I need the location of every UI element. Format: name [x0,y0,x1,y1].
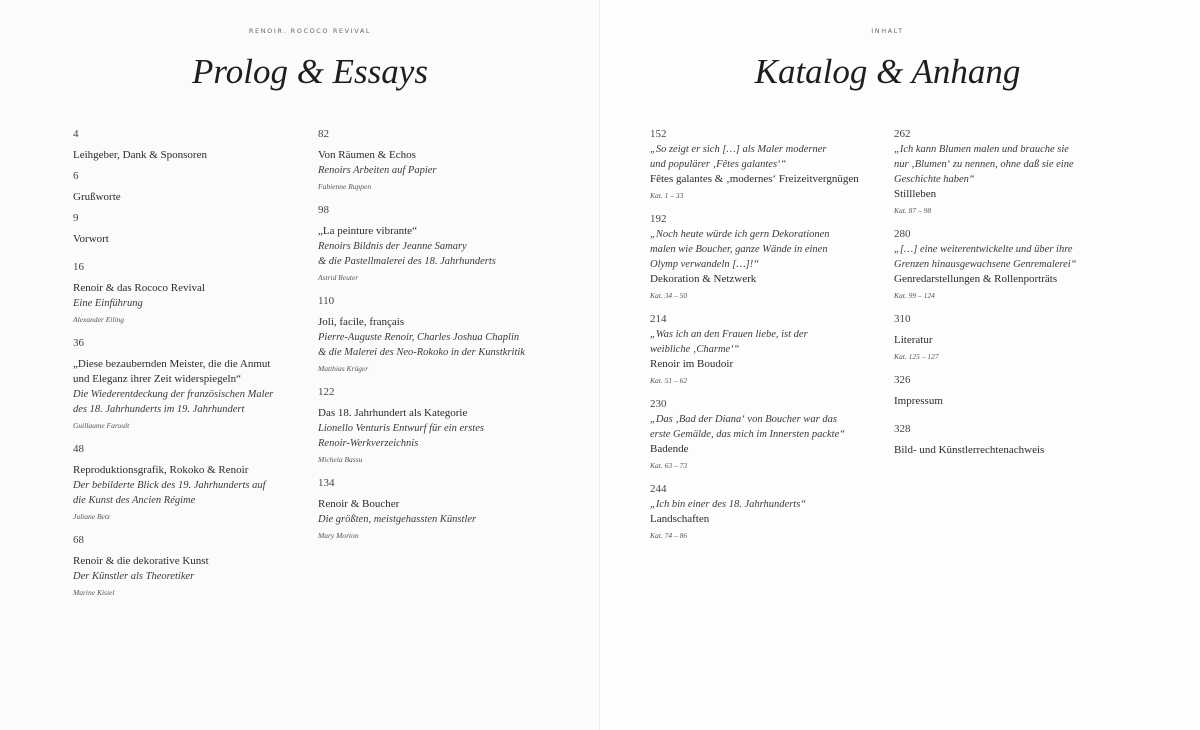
entry-title: Literatur [894,334,933,346]
entry-quote: und populärer ‚Fêtes galantes‘“ [650,159,787,170]
toc-entry [73,127,313,163]
toc-entry [318,127,558,193]
page-number: 326 [894,374,911,386]
entry-quote: weibliche ‚Charme‘“ [650,344,740,355]
entry-title: Renoir im Boudoir [650,358,734,370]
page-number: 82 [318,128,329,140]
toc-entry [318,203,558,284]
entry-title: Bild- und Künstlerrechtenachweis [894,444,1045,456]
entry-title: Impressum [894,395,943,407]
entry-title: Renoir & die dekorative Kunst [73,555,209,567]
entry-quote: „Das ‚Bad der Diana‘ von Boucher war das [650,414,837,425]
entry-subtitle: Pierre-Auguste Renoir, Charles Joshua Chaplin [318,332,520,343]
entry-subtitle: Die Wiederentdeckung der französischen Maler [73,389,274,400]
left-page [0,0,599,730]
toc-entry [73,442,313,523]
entry-subtitle: & die Pastellmalerei des 18. Jahrhunderts [318,256,496,267]
page-number: 9 [73,212,79,224]
entry-quote: „Ich bin einer des 18. Jahrhunderts“ [650,499,807,510]
entry-author: Fabienne Ruppen [318,182,372,191]
page-number: 122 [318,386,335,398]
toc-entry [318,385,558,466]
catalog-range: Kat. 125 – 127 [894,352,939,361]
toc-column [894,127,1144,458]
toc-entry [650,397,885,472]
entry-subtitle: die Kunst des Ancien Régime [73,495,196,506]
toc-entry [894,312,1144,363]
page-number: 48 [73,443,84,455]
page-number: 152 [650,128,667,140]
toc-column [650,127,885,542]
toc-entry [318,294,558,375]
toc-entry [73,260,313,326]
toc-entry [894,127,1144,217]
catalog-range: Kat. 87 – 98 [894,206,932,215]
entry-quote: Olymp verwandeln […]!“ [650,259,760,270]
entry-title: Genredarstellungen & Rollenporträts [894,273,1058,285]
entry-author: Marine Kisiel [73,588,115,597]
right-page [600,0,1200,730]
toc-column [318,127,558,542]
page-number: 280 [894,228,911,240]
catalog-range: Kat. 51 – 62 [650,376,688,385]
toc-entry [318,476,558,542]
running-head: RENOIR. ROCOCO REVIVAL [248,27,372,35]
page-number: 192 [650,213,667,225]
toc-entry [73,211,313,247]
page-number: 4 [73,128,79,140]
catalog-range: Kat. 34 – 50 [650,291,688,300]
page-number: 310 [894,313,911,325]
page-number: 36 [73,337,84,349]
page-number: 16 [73,261,84,273]
toc-entry [650,482,885,542]
page-number: 214 [650,313,667,325]
entry-title: Fêtes galantes & ‚modernes‘ Freizeitvergnügen [650,173,859,185]
entry-title: Vorwort [73,233,109,245]
page-number: 110 [318,295,335,307]
entry-quote: Geschichte haben“ [894,174,975,185]
page-number: 68 [73,534,84,546]
entry-title: „La peinture vibrante“ [318,225,417,237]
page-title: Prolog & Essays [192,52,428,91]
entry-quote: „Ich kann Blumen malen und brauche sie [894,144,1069,155]
toc-entry [650,212,885,302]
catalog-range: Kat. 1 – 33 [650,191,684,200]
page-title: Katalog & Anhang [754,52,1021,91]
entry-quote: „Was ich an den Frauen liebe, ist der [650,329,808,340]
entry-author: Alexander Eiling [73,315,125,324]
entry-subtitle: & die Malerei des Neo-Rokoko in der Kunstkritik [318,347,525,358]
catalog-range: Kat. 63 – 73 [650,461,688,470]
entry-title: Landschaften [650,513,710,525]
entry-title: Dekoration & Netzwerk [650,273,757,285]
entry-author: Michela Bassu [318,455,363,464]
toc-entry [894,373,1144,409]
entry-quote: „[…] eine weiterentwickelte und über ihre [894,244,1073,255]
entry-title: Renoir & Boucher [318,498,400,510]
catalog-range: Kat. 99 – 124 [894,291,935,300]
toc-entry [650,312,885,387]
entry-subtitle: Der Künstler als Theoretiker [73,571,195,582]
entry-title: Stillleben [894,188,937,200]
page-number: 328 [894,423,911,435]
entry-title: Renoir & das Rococo Revival [73,282,205,294]
entry-quote: Grenzen hinausgewachsene Genremalerei“ [894,259,1077,270]
entry-quote: „Noch heute würde ich gern Dekorationen [650,229,830,240]
running-head: INHALT [871,27,904,35]
entry-subtitle: Der bebilderte Blick des 19. Jahrhunderts auf [73,480,266,491]
entry-subtitle: Die größten, meistgehassten Künstler [318,514,477,525]
page-number: 262 [894,128,911,140]
entry-subtitle: des 18. Jahrhunderts im 19. Jahrhundert [73,404,245,415]
entry-title: Badende [650,443,689,455]
entry-title: Leihgeber, Dank & Sponsoren [73,149,207,161]
entry-subtitle: Lionello Venturis Entwurf für ein erstes [318,423,484,434]
entry-author: Matthias Krüger [318,364,369,373]
toc-entry [894,227,1144,302]
entry-quote: malen wie Boucher, ganze Wände in einen [650,244,828,255]
entry-quote: nur ‚Blumen‘ zu nennen, ohne daß sie eine [894,159,1074,170]
toc-column [73,127,313,599]
entry-subtitle: Renoirs Bildnis der Jeanne Samary [318,241,467,252]
toc-entry [894,422,1144,458]
entry-title: „Diese bezaubernden Meister, die die Anmut [73,358,271,370]
page-number: 98 [318,204,329,216]
page-number: 244 [650,483,667,495]
toc-entry [73,169,313,205]
entry-subtitle: Renoirs Arbeiten auf Papier [318,165,437,176]
page-number: 230 [650,398,667,410]
entry-title: Von Räumen & Echos [318,149,416,161]
entry-title: Grußworte [73,191,121,203]
entry-title: und Eleganz ihrer Zeit widerspiegeln“ [73,373,241,385]
entry-subtitle: Renoir-Werkverzeichnis [318,438,419,449]
toc-entry [73,533,313,599]
entry-quote: erste Gemälde, das mich im Innersten packte“ [650,429,846,440]
entry-author: Guillaume Faroult [73,421,130,430]
toc-entry [73,336,313,432]
page-number: 134 [318,477,335,489]
toc-entry [650,127,885,202]
entry-title: Joli, facile, français [318,316,405,328]
entry-author: Mary Morton [318,531,359,540]
entry-author: Juliane Betz [73,512,110,521]
page-number: 6 [73,170,79,182]
entry-quote: „So zeigt er sich […] als Maler moderner [650,144,827,155]
entry-subtitle: Eine Einführung [73,298,143,309]
catalog-range: Kat. 74 – 86 [650,531,688,540]
entry-author: Astrid Reuter [318,273,359,282]
entry-title: Reproduktionsgrafik, Rokoko & Renoir [73,464,249,476]
entry-title: Das 18. Jahrhundert als Kategorie [318,407,468,419]
